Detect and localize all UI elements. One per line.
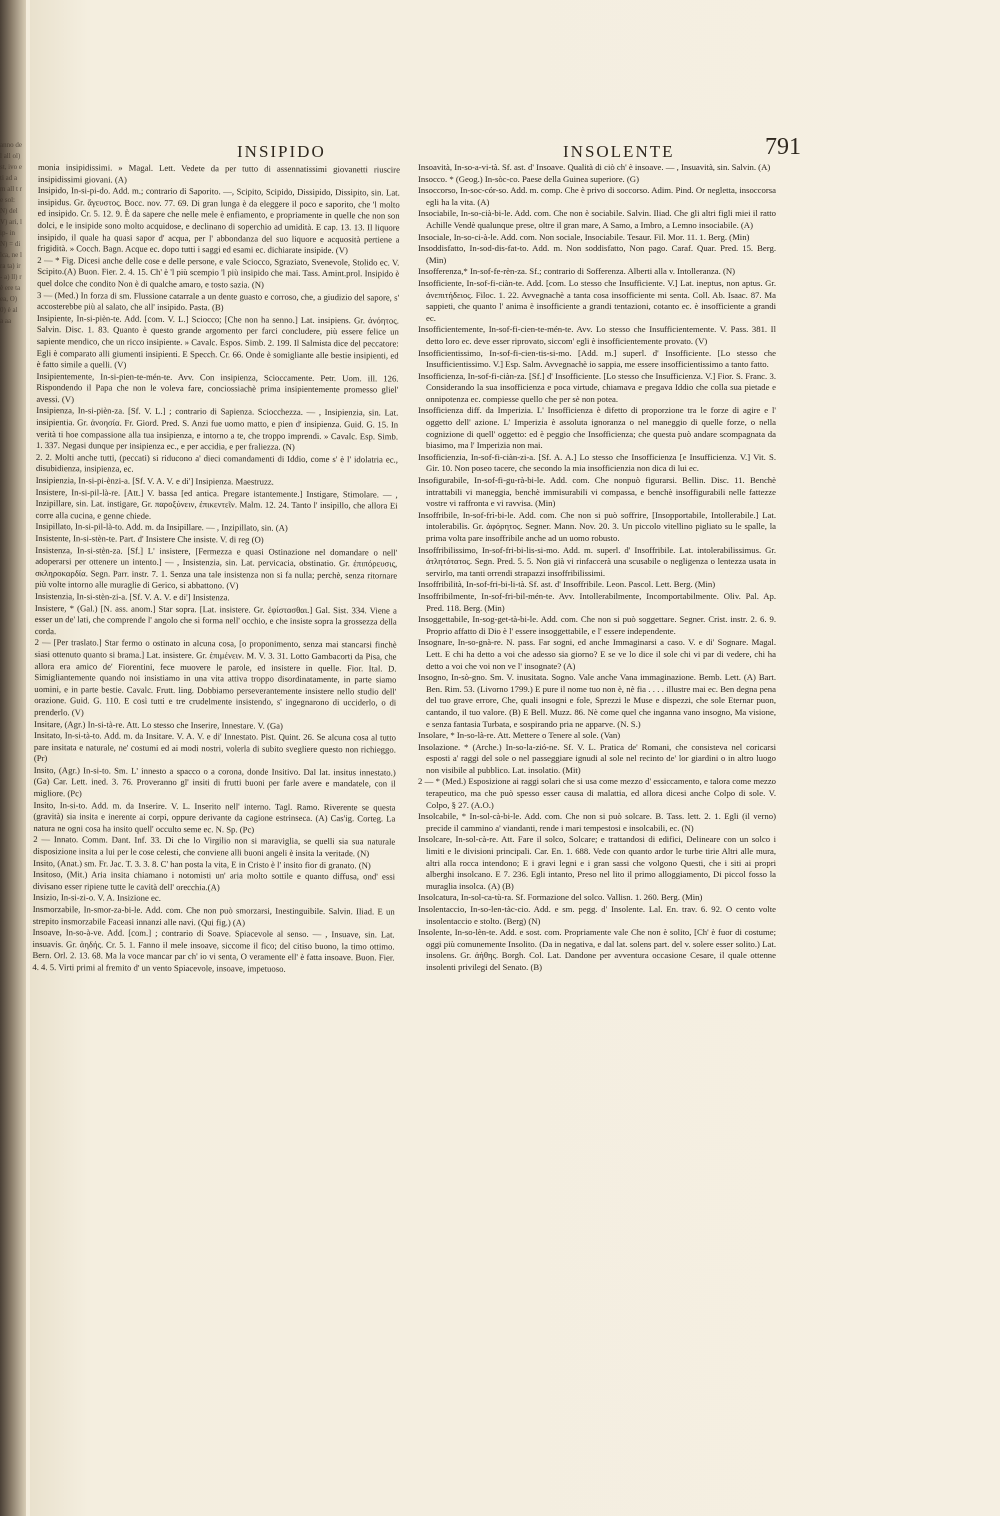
right-running-headword: INSOLENTE	[563, 142, 675, 161]
dictionary-entry: Insistenzia, In-si-stèn-zi-a. [Sf. V. A. V. e di'] Insistenza.	[34, 590, 230, 603]
dictionary-entry: Insistenza, In-si-stèn-za. [Sf.] L' insistere, [Fermezza e quasi Ostinazione nel domandare o nell' adoperarsi per ottenere un intento.] — , Insistenzia, sin. Lat. pervicacia, obstinatio. Gr. ἐπιπόρευσις, σκληροκαρδία. Segn. Parr. instr. 7. 1. Senza una tale insistenza non si fa nulla; perchè, senza ritornare più volte intorno alle muraglie di Gerico, si abbattono. (V)	[35, 544, 398, 591]
dictionary-entry: Insolare, * In-so-là-re. Att. Mettere o Tenere al sole. (Van)	[418, 730, 621, 741]
page-number: 791	[765, 134, 801, 160]
dictionary-entry: Insipido, In-si-pi-do. Add. m.; contrario di Saporito. —, Scipito, Scipido, Dissipido, Dissipito, sin. Lat. insipidus. Gr. ἄγευστος. Bocc. nov. 77. 69. Di gran lunga è da eleggere il poco e saporito, che 'l molto ed insipido. Cr. 5. 12. 9. È da sapere che nelle mele è enfiamento, e propriamente in quelle che non son dolci, e le insipide sono molto acquidose, e declinano di soperchio ad umidità. E cap. 13. 13. Il liquore insipido, il quale ha quasi sapor d' acqua, per l' abbondanza del suo liquore e acquosità pertiene a frigidità. » Cocch. Bagn. Acque ec. dopo tutti i saggi ed esami ec. dichiarate insipide. (V)	[37, 185, 400, 256]
dictionary-entry: Insistente, In-si-stèn-te. Part. d' Insistere Che insiste. V. di reg (O)	[35, 532, 264, 545]
right-column	[418, 162, 776, 1342]
dictionary-entry: 2 — * (Med.) Esposizione ai raggi solari che si usa come mezzo d' essiccamento, e talora come mezzo terapeutico, ma che può spesso esser causa di malattia, ed allora dicesi anche Colpo di sole. V. Colpo, § 27. (A.O.)	[418, 776, 776, 810]
left-running-headword: INSIPIDO	[237, 142, 326, 161]
dictionary-entry: Insofficienza diff. da Imperizia. L' Insofficienza è difetto di proporzione tra le forze di agire e l' oggetto dell' azione. L' Imperizia è assoluta ignoranza o nel maneggio di quelle forze, o nella cognizione di quell' oggetto: ed è peggio che Insofficienza; che questa può andare scompagnata da biasimo, ma l' Imperizia non mai.	[418, 405, 776, 451]
dictionary-entry: Insofficientemente, In-sof-fi-cien-te-mén-te. Avv. Lo stesso che Insufficientemente. V. Pass. 381. Il detto loro ec. deve esser riprovato, siccom' egli è insofficientemente provato. (V)	[418, 324, 776, 346]
dictionary-entry: Insoavità, In-so-a-vi-tà. Sf. ast. d' Insoave. Qualità di ciò ch' è insoave. — , Insuavità, sin. Salvin. (A)	[418, 162, 771, 172]
dictionary-entry: Insofficienza, In-sof-fi-ciàn-za. [Sf.] d' Insofficiente. [Lo stesso che Insufficienza. V.] Fior. S. Franc. 3. Considerando la sua insofficienza e poca virtude, chiamava e pregava Iddio che colla sua pietade e onnipotenza ec. compiesse quello che per sè non potea.	[418, 370, 776, 404]
dictionary-entry: Insolentaccio, In-so-len-tàc-cio. Add. e sm. pegg. d' Insolente. Lal. En. trav. 6. 92. O cento volte insolentaccio e stolto. (Berg) (N)	[418, 904, 776, 926]
dictionary-entry: 2 — Innato. Comm. Dant. Inf. 33. Di che lo Virgilio non si maraviglia, se quelli sia sua naturale disposizione insita a lui per le cose celesti, che conviene alli buoni angeli è insita la veritade. (N)	[33, 834, 396, 859]
dictionary-entry: Insogno, In-sò-gno. Sm. V. inusitata. Sogno. Vale anche Vana immaginazione. Bemb. Lett. (A) Bart. Ben. Rim. 53. (Livorno 1799.) E pure il nome tuo non è, nè fia . . . . illustre mai ec. Ben degna pena del tuo grave errore, Che, quali insogni e fole, Sprezzi le Muse e dispezzi, che sole Eternar puon, cantando, il tuo valore. (B) E Bell. Muzz. 86. Nè come quel che inganna vano insogno, Ma visione, e senza fantasia Turbata, e sospirando pria ne apparve. (N. S.)	[418, 672, 776, 729]
dictionary-entry: Insoccorso, In-soc-cór-so. Add. m. comp. Che è privo di soccorso. Adim. Pind. Or negletta, insoccorsa egli ha la vita. (A)	[418, 185, 776, 207]
dictionary-entry: Insolcatura, In-sol-ca-tù-ra. Sf. Formazione del solco. Vallisn. 1. 260. Berg. (Min)	[418, 892, 703, 903]
previous-page-edge-text: anno del all ol) st, ivo eti ad am all t re sol: N) del V) ari, lip- in N) = di lca, ne lra ta) ir- a) ll) rè ere ta ea, O) 0) è al a aa	[0, 141, 22, 325]
dictionary-entry: 2 — [Per traslato.] Star fermo o ostinato in alcuna cosa, [o proponimento, senza mai stancarsi finchè siasi ottenuto quanto si brama.] Lat. insistere. Gr. ἐπιμένειν. M. V. 3. 31. Lotto Gambacorti da Pisa, che allora era amico de' Fiorentini, fece muovere le parole, ed insistere in quelle. Fior. Ital. D. Simigliantemente quando noi insistiamo in una vita attiva troppo disordinatamente, in parte siamo uomini, e in parte bestie. Cavalc. Frutt. ling. Dobbiamo perseverantemente insistere nello studio dell' orazione. Guid. G. 110. E così tutti e tre crudelmente insistendo, s' ingegnarono di ucciderlo, o di prenderlo. (V)	[34, 637, 397, 718]
dictionary-entry: Insipienzia, In-si-pi-ènzi-a. [Sf. V. A. V. e di'] Insipienza. Maestruzz.	[35, 475, 274, 487]
dictionary-entry: Insolcare, In-sol-cà-re. Att. Fare il solco, Solcare; e trattandosi di edifici, Delineare con un solco i limiti e le divisioni principali. Car. En. 1. 688. Vede con quanto ardor le turbe tirie Altri alle mura, altri alla rocca intendono; E i gravi legni e i gran sassi che volgono Questi, che i siti ai propri alberghi insolcano. E 7. 236. Egli intanto, Preso nel lito il primo alloggiamento, Di piccol fosso la muraglia insolca. (A) (B)	[418, 834, 776, 891]
dictionary-entry: Insognare, In-so-gnà-re. N. pass. Far sogni, ed anche Immaginarsi a caso. V. e di' Sognare. Magal. Lett. E chi ha detto a voi che adesso sia giorno? E se ve lo dice il sole chi vi par di vedere, chi ha detto a voi che voi non ve l' insognate? (A)	[418, 637, 776, 671]
dictionary-entry: 2 — * Fig. Dicesi anche delle cose e delle persone, e vale Sciocco, Sgraziato, Svenevole, Stolido ec. V. Scipito.(A) Buon. Fier. 2. 4. 15. Ch' è 'l più scempio 'l più insipido che mai. Tass. Amint.prol. Insipido è quel dolce che condito Non è di qualche amaro, e tosto sazia. (N)	[37, 254, 400, 290]
dictionary-entry: Insipientemente, In-si-pien-te-mén-te. Avv. Con insipienza, Scioccamente. Petr. Uom. ill. 126. Rispondendo il Papa che non le voleva fare, conciossiachè prima insipientemente promesso gliel' avessi. (V)	[36, 370, 399, 405]
dictionary-entry: Insitato, In-si-tà-to. Add. m. da Insitare. V. A. V. e di' Innestato. Pist. Quint. 26. Se alcuna cosa al tutto pare insitata e naturale, ne' costumi ed ai modi nostri, volerla di subito svegliere questo non richieggo. (Pr)	[33, 730, 397, 764]
dictionary-entry: Insito, (Agr.) In-si-to. Sm. L' innesto a spacco o a corona, donde Insitivo. Dal lat. insitus innestato.) (Ga) Car. Lett. ined. 3. 76. Proveranno gl' insiti di frutti buoni per farle avere e mandatele, con il migliore. (Pc)	[33, 764, 396, 799]
dictionary-page	[30, 0, 1000, 1516]
dictionary-entry: Insoffribilissimo, In-sof-fri-bi-lis-si-mo. Add. m. superl. d' Insoffribile. Lat. intolerabilissimus. Gr. ἀτλητότατος. Segn. Pred. 5. 5. Non già vi rinfaccerà una scusabile o negligenza o lentezza usata in servirlo, ma tanti orrendi strapazzi insoffribilissimi.	[418, 544, 776, 578]
dictionary-entry: Insofficiente, In-sof-fi-ciàn-te. Add. [com. Lo stesso che Insufficiente. V.] Lat. ineptus, non aptus. Gr. ἀνεπιτήδειος. Filoc. 1. 22. Avvegnachè a tanta cosa insofficiente mi senta. Coll. Ab. Isaac. 87. Ma sappieti, che quanto l' anima è insofficiente a grandi tentazioni, cotanto ec. è insofficiente a grandi ec.	[418, 277, 776, 323]
dictionary-entry: Insitoso, (Mit.) Aria insita chiamano i notomisti un' aria molto sottile e quanto diffusa, ond' essi divisano esser ripiene tutte le cavità dell' orecchia.(A)	[32, 869, 396, 893]
dictionary-entry: Insocco. * (Geog.) In-sòc-co. Paese della Guinea superiore. (G)	[418, 173, 639, 184]
dictionary-entry: Insolcabile, * In-sol-cà-bi-le. Add. com. Che non si può solcare. B. Tass. lett. 2. 1. Egli (il verno) precide il cammino a' viandanti, rende i mari tempestosi e insolcabili, ec. (N)	[418, 811, 776, 833]
dictionary-entry: Insizio, In-si-zi-o. V. A. Insizione ec.	[32, 892, 161, 904]
dictionary-entry: Insoffribile, In-sof-frì-bi-le. Add. com. Che non si può soffrire, [Insopportabile, Intollerabile.] Lat. intolerabilis. Gr. ἀφόρητος. Segner. Mann. Nov. 20. 3. Un piccolo vitellino pigliato su le spalle, la prima volta pare insoffribile anche ad un uomo robusto.	[418, 509, 776, 543]
dictionary-entry: Insociale, In-so-ci-à-le. Add. com. Non sociale, Insociabile. Tesaur. Fil. Mor. 11. 1. Berg. (Min)	[418, 231, 750, 242]
dictionary-entry: Insistere, * (Gal.) [N. ass. anom.] Star sopra. [Lat. insistere. Gr. ἐφίστασθαι.] Gal. Sist. 334. Viene a esser un de' lati, che comprende l' angolo che si forma nell' occhio, e che insiste sopra la grossezza della corda.	[34, 602, 397, 636]
dictionary-entry: Insitare, (Agr.) In-si-tà-re. Att. Lo stesso che Inserire, Innestare. V. (Ga)	[34, 718, 283, 731]
dictionary-entry: 3 — (Med.) In forza di sm. Flussione catarrale a un dente guasto e corroso, che, a giudizio del sapore, s' accosterebbe più al salato, che all' insipido. Pasta. (B)	[36, 289, 400, 313]
dictionary-entry: Insito, In-si-to. Add. m. da Inserire. V. L. Inserito nell' interno. Tagl. Ramo. Riverente se questa (gravità) sia insita e inerente ai corpi, oppure derivante da cagione estrinseca. (A) Cas'ig. Corteg. La natura ne ogni cosa ha insito quell' occulto seme ec. N. Sp. (Pc)	[33, 799, 396, 835]
dictionary-entry: Insipiente, In-si-pièn-te. Add. [com. V. L.] Sciocco; [Che non ha senno.] Lat. insipiens. Gr. ἀνόητος. Salvin. Disc. 1. 83. Quanto è questo grande argomento per farci concludere, più essere felice un sapiente mendico, che un ricco insipiente. » Cavalc. Espos. Simb. 2. 199. Il Salmista dice del peccatore: Egli è comparato alli giumenti insipienti. E Specch. Cr. 66. Onde è somigliante alle bestie insipienti, ed è fatto simile a quelli. (V)	[36, 312, 399, 370]
dictionary-entry: Insolente, In-so-lèn-te. Add. e sost. com. Propriamente vale Che non è solito, [Ch' è fuor di costume; oggi più comunemente Insolito. (Da in negativa, e dal lat. solens part. del v. solere esser solito.) Lat. insolens. Gr. ἀήθης. Borgh. Col. Lat. Dandone per avventura occasione Cesare, il quale ottenne insolenti privilegi del Senato. (B)	[418, 927, 776, 972]
dictionary-entry: 2. 2. Molti anche tutti, (peccati) si riducono a' dieci comandamenti di Iddio, come s' è l' idolatria ec., disubidienza, insipienza, ec.	[35, 451, 398, 475]
dictionary-entry: Insoggettabile, In-sog-get-tà-bi-le. Add. com. Che non si può soggettare. Segner. Crist. instr. 2. 6. 9. Proprio affatto di Dio è l' essere insoggettabile, e l' essere independente.	[418, 614, 776, 636]
dictionary-entry: Insofferenza,* In-sof-fe-rèn-za. Sf.; contrario di Sofferenza. Alberti alla v. Intolleranza. (N)	[418, 266, 736, 277]
dictionary-entry: Insofigurabile, In-sof-fi-gu-rà-bi-le. Add. com. Che nonpuò figurarsi. Bellin. Disc. 11. Benchè intrattabili vi maneggia, benchè immisurabili vi compassa, e benchè insoffigurabili nelle fattezze vostre vi raffronta e vi ravvisa. (Min)	[418, 475, 776, 509]
dictionary-entry: Insolazione. * (Arche.) In-so-la-zió-ne. Sf. V. L. Pratica de' Romani, che consisteva nel coricarsi esposti a' raggi del sole o nel passeggiare ignudi al sole nel recinto de' lor giardini o in altro luogo non visibile al pubblico. Lat. insolatio. (Mit)	[418, 741, 776, 775]
dictionary-entry: Insociabile, In-so-cià-bi-le. Add. com. Che non è sociabile. Salvin. Iliad. Che gli altri figli miei il ratto Achille Vendè qualunque prese, oltre il gran mare, A Samo, a Imbro, a Lemno insociabile. (A)	[418, 208, 776, 230]
dictionary-entry: Insofficientissimo, In-sof-fi-cien-tis-si-mo. [Add. m.] superl. d' Insofficiente. [Lo stesso che Insufficientissimo. V.] Esp. Salm. Avvegnachè io sappia, me essere insofficientissimo a tanto fatto.	[418, 347, 776, 370]
dictionary-entry: Insofficienzia, In-sof-fi-ciàn-zi-a. [Sf. A. A.] Lo stesso che Insofficienza [e Insufficienza. V.] Vit. S. Gir. 10. Non poseo tacere, che secondo la mia insofficienzia non dica di lui ec.	[418, 451, 776, 474]
dictionary-entry: Insipienza, In-si-pièn-za. [Sf. V. L.] ; contrario di Sapienza. Sciocchezza. — , Insipienzia, sin. Lat. insipientia. Gr. ἀνοησία. Fr. Giord. Pred. S. Anzi fue uomo matto, e pien d' insipienza. Guid. G. 15. In verità ti hoe compassione alla tua insipienza, e intorno a te, che troppo imprendi. » Cavalc. Esp. Simb. 1. 337. Negasi dunque per insipienza ec., e per accidia, e per fraliezza. (N)	[35, 405, 399, 453]
dictionary-entry: Insoave, In-so-à-ve. Add. [com.] ; contrario di Soave. Spiacevole al senso. — , Insuave, sin. Lat. insuavis. Gr. ἀηδής. Cr. 5. 1. Fanno il mele insoave, siccome il fico; del citiso buono, la timo ottimo. Bern. Orl. 2. 13. 68. Ma la voce mancar par ch' io vi senta, O veramente ell' è fatta insoave. Buon. Fier. 4. 4. 5. Virti primi al fremito d' un vento Spiacevole, insoave, impetuoso.	[32, 927, 395, 974]
dictionary-entry: monia insipidissimi. » Magal. Lett. Vedete da per tutto di assennatissimi giovanetti riuscire insipidissimi giovani. (A)	[37, 162, 400, 185]
dictionary-entry: Insipillato, In-si-pil-là-to. Add. m. da Insipillare. — , Inzipillato, sin. (A)	[35, 521, 288, 534]
dictionary-entry: Insoffribilmente, In-sof-fri-bil-mén-te. Avv. Intollerabilmente, Incomportabilmente. Oliv. Pal. Ap. Pred. 118. Berg. (Min)	[418, 590, 776, 613]
dictionary-entry: Insmorzabile, In-smor-za-bi-le. Add. com. Che non può smorzarsi, Inestinguibile. Salvin. Iliad. E un strepito insmorzabile Faceasi innanzi alle navi. (Qui fig.) (A)	[32, 903, 395, 928]
dictionary-entry: Insito, (Anat.) sm. Fr. Jac. T. 3. 3. 8. C' han posta la vita, E in Cristo è l' insito fior di granato. (N)	[33, 857, 371, 870]
dictionary-entry: Insoddisfatto, In-sod-dis-fat-to. Add. m. Non soddisfatto, Non pago. Caraf. Quar. Pred. 15. Berg. (Min)	[418, 243, 776, 265]
dictionary-entry: Insistere, In-si-pil-là-re. [Att.] V. bassa [ed antica. Pregare istantemente.] Instigare, Stimolare. — , Inzipillare, sin. Lat. instigare, Gr. παροξύνειν, ἐπικεντεῖν. Malm. 12. 24. Tanto l' insipillo, che allora Ei corre alla cucina, e genne chiede.	[35, 486, 398, 521]
dictionary-entry: Insoffribilità, In-sof-fri-bi-li-tà. Sf. ast. d' Insoffribile. Leon. Pascol. Lett. Berg. (Min)	[418, 579, 716, 590]
left-column	[29, 162, 400, 1386]
